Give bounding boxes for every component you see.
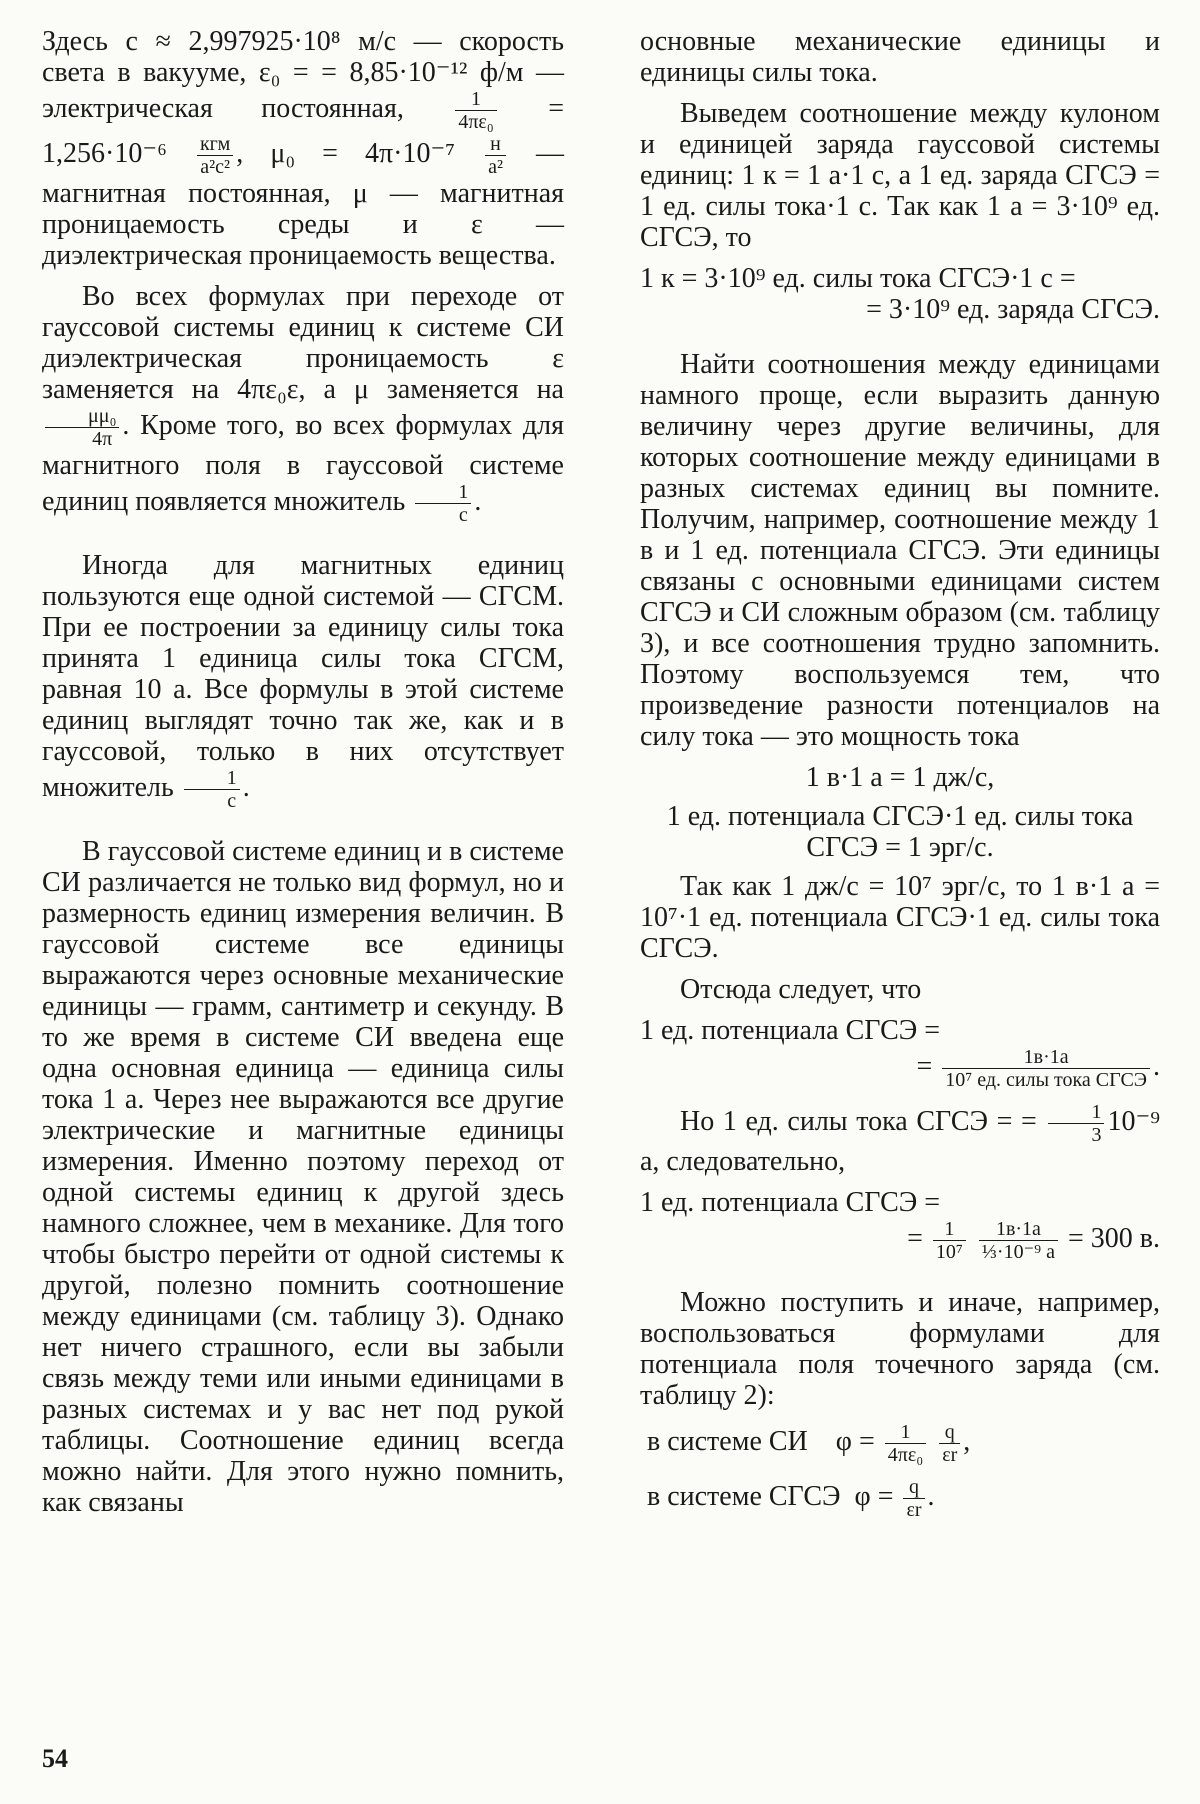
paragraph-hence: Отсюда следует, что bbox=[680, 974, 922, 1005]
fraction-1-over-c-2: $\frac{1}{c}$ bbox=[184, 767, 240, 812]
equation-coulomb: 1 к = 3·10⁹ ед. силы тока СГСЭ·1 с = = 3·10⁹ ед. заряда СГСЭ. bbox=[640, 263, 1160, 325]
paragraph-since: Так как 1 дж/с = 10⁷ эрг/с, то 1 в·1 а = 10⁷·1 ед. потенциала СГСЭ·1 ед. силы тока СГСЭ. bbox=[640, 871, 1160, 964]
page-number: 54 bbox=[42, 1744, 68, 1773]
fraction-volt-ampere: $\frac{1в\cdot 1а}{\text{⅓·10⁻⁹ а}}$ bbox=[979, 1218, 1058, 1263]
fraction-one-third: $\frac{1}{3}$ bbox=[1048, 1101, 1104, 1146]
fraction-potential: $\frac{1в\cdot 1а}{\text{10⁷ ед. силы тока СГСЭ}}$ bbox=[942, 1046, 1150, 1091]
equation-result: 1 ед. потенциала СГСЭ = = $\frac{1}{\text{10⁷}}$ $\frac{1в\cdot 1а}{\text{⅓·10⁻⁹ а}}$ = 300 в. bbox=[640, 1187, 1160, 1263]
paragraph-dimension: В гауссовой системе единиц и в системе СИ различается не только вид формул, но и размерность единиц измерения величин. В гауссовой системе все единицы выражаются через основные механические единицы — грамм, сантиметр и секунду. В то же время в системе СИ введена еще одна основная единица — единица силы тока 1 а. Через нее выражаются все другие электрические и магнитные единицы измерения. Именно поэтому переход от одной системы единиц к другой здесь намного сложнее, чем в механике. Для того чтобы быстро перейти от одной системы к другой, полезно помнить соотношение между единицами (см. таблицу 3). Однако нет ничего страшного, если вы забыли связь между теми или иными единицами в разных системах и у вас нет под рукой таблицы. Соотношение единиц всегда можно найти. Для этого нужно помнить, как связаны bbox=[42, 836, 564, 1518]
fraction-1-over-c: $\frac{1}{c}$ bbox=[415, 481, 471, 526]
equation-power-cgs: 1 ед. потенциала СГСЭ·1 ед. силы тока СГСЭ = 1 эрг/с. bbox=[666, 801, 1134, 863]
paragraph-formula-replacement: Во всех формулах при переходе от гауссовой системы единиц к системе СИ диэлектрическая проницаемость ε заменяется на 4πε₀ε, а μ заменяется на $\frac{\text{μμ₀}}{4\pi}$ . Кроме того, во всех формулах для магнитного поля в гауссовой системе единиц появляется множитель $\frac{1}{c}$ . bbox=[42, 281, 564, 526]
equation-cgse: в системе СГСЭ φ = $\frac{q}{\varepsilon r}$ . bbox=[647, 1476, 935, 1521]
left-column bbox=[42, 26, 564, 1528]
paragraph-alternative: Можно поступить и иначе, например, воспользоваться формулами для потенциала поля точечного заряда (см. таблицу 2): bbox=[640, 1287, 1160, 1411]
equation-power: 1 в·1 а = 1 дж/с, bbox=[805, 762, 995, 793]
equation-si: в системе СИ φ = $\frac{1}{\text{4πε₀}}$ $\frac{q}{\varepsilon r}$ , bbox=[647, 1421, 971, 1466]
paragraph-constants: Здесь c ≈ 2,997925·10⁸ м/с — скорость света в вакууме, ε₀ = = 8,85·10⁻¹² ф/м — электрическая постоянная, $\frac{1}{\text{4πε₀}}$ = 1,256·10⁻⁶ $\frac{\text{кгм}}{\text{а²с²}}$ , μ₀ = 4π·10⁻⁷ $\frac{н}{\text{а²}}$ — магнитная постоянная, μ — магнитная проницаемость среды и ε — диэлектрическая проницаемость вещества. bbox=[42, 26, 565, 271]
fraction-units: $\frac{\text{кгм}}{\text{а²с²}}$ bbox=[197, 133, 233, 178]
fraction-mu-mu0: $\frac{\text{μμ₀}}{4\pi}$ bbox=[45, 405, 119, 450]
fraction-mu0-units: $\frac{н}{\text{а²}}$ bbox=[485, 133, 506, 178]
fraction-1-over-10-7: $\frac{1}{\text{10⁷}}$ bbox=[933, 1218, 966, 1263]
paragraph-continuation: основные механические единицы и единицы силы тока. bbox=[640, 26, 1160, 88]
paragraph-coulomb: Выведем соотношение между кулоном и единицей заряда гауссовой системы единиц: 1 к = 1 а·1 с, а 1 ед. заряда СГСЭ = 1 ед. силы тока·1 с. Так как 1 а = 3·10⁹ ед. СГСЭ, то bbox=[640, 98, 1160, 253]
paragraph-but: Но 1 ед. силы тока СГСЭ = = $\frac{1}{3}$ 10⁻⁹ а, следовательно, bbox=[640, 1101, 1160, 1177]
fraction-1-over-4pi-eps0: $\frac{1}{\text{4πε₀}}$ bbox=[455, 88, 496, 133]
equation-potential-unit: 1 ед. потенциала СГСЭ = = $\frac{1в\cdot 1а}{\text{10⁷ ед. силы тока СГСЭ}}$ . bbox=[640, 1015, 1160, 1091]
paragraph-method: Найти соотношения между единицами намного проще, если выразить данную величину через другие величины, для которых соотношение между единицами в разных системах единиц вы помните. Получим, например, соотношение между 1 в и 1 ед. потенциала СГСЭ. Эти единицы связаны с основными единицами систем СГСЭ и СИ сложным образом (см. таблицу 3), и все соотношения трудно запомнить. Поэтому воспользуемся тем, что произведение разности потенциалов на силу тока — это мощность тока bbox=[640, 349, 1160, 752]
paragraph-cgsm: Иногда для магнитных единиц пользуются еще одной системой — СГСМ. При ее построении за единицу силы тока принята 1 единица силы тока СГСМ, равная 10 а. Все формулы в этой системе единиц выглядят точно так же, как и в гауссовой, только в них отсутствует множитель $\frac{1}{c}$ . bbox=[42, 550, 564, 812]
right-column bbox=[640, 26, 1160, 1531]
